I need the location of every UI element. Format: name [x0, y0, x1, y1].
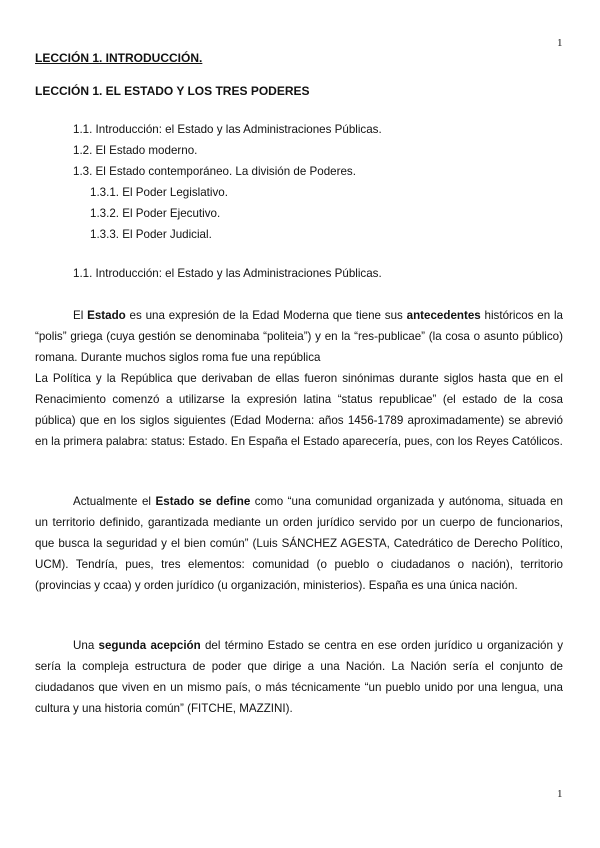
paragraph-estado-origins: [35, 305, 563, 452]
paragraph-second-meaning: [35, 635, 563, 719]
page-number-bottom: 1: [557, 788, 563, 800]
text-run: históricos en la “polis” griega (cuya gestión se denominaba “politeia”) y en la “res-publicae” (la cosa o asunto público) romana. Durante muchos siglos roma fue una república: [35, 309, 563, 364]
toc-item: 1.1. Introducción: el Estado y las Administraciones Públicas.: [73, 123, 382, 136]
toc-subitem: 1.3.1. El Poder Legislativo.: [90, 186, 228, 199]
text-run: El: [73, 309, 88, 322]
bold-term: segunda acepción: [98, 639, 201, 652]
toc-subitem: 1.3.3. El Poder Judicial.: [90, 228, 212, 241]
toc-item: 1.3. El Estado contemporáneo. La división de Poderes.: [73, 165, 356, 178]
toc-subitem: 1.3.2. El Poder Ejecutivo.: [90, 207, 221, 220]
text-run: del término Estado se centra en ese orden jurídico u organización y sería la compleja estructura de poder que dirige a una Nación. La Nación sería el conjunto de ciudadanos que viven en un mismo país, o más técnicamente “un pueblo unido por una lengua, una cultura y una historia común” (FITCHE, MAZZINI).: [35, 639, 564, 715]
bold-term: Estado se define: [155, 495, 251, 508]
lesson-subtitle: LECCIÓN 1. EL ESTADO Y LOS TRES PODERES: [35, 84, 310, 98]
text-run: es una expresión de la Edad Moderna que tiene sus: [125, 309, 407, 322]
text-run: La Política y la República que derivaban de ellas fueron sinónimas durante siglos hasta que en el Renacimiento comenzó a utilizarse la expresión latina “status republicae” (el estado de la cosa pública) que en los siglos siguientes (Edad Moderna: años 1456-1789 aproximadamente) se abrevió en la primera palabra: status: Estado. En España el Estado aparecería, pues, con los Reyes Católicos.: [35, 372, 563, 448]
text-run: Una: [73, 639, 99, 652]
table-of-contents: [73, 119, 382, 245]
page-number-top: 1: [557, 37, 563, 49]
section-heading: 1.1. Introducción: el Estado y las Administraciones Públicas.: [73, 267, 382, 280]
bold-term: antecedentes: [406, 309, 481, 322]
paragraph-estado-definition: [35, 491, 563, 596]
text-run: Actualmente el: [73, 495, 156, 508]
lesson-title: LECCIÓN 1. INTRODUCCIÓN.: [35, 51, 203, 65]
toc-item: 1.2. El Estado moderno.: [73, 144, 198, 157]
text-run: como “una comunidad organizada y autónoma, situada en un territorio definido, garantizada mediante un orden jurídico servido por un cuerpo de funcionarios, que busca la seguridad y el bien común” (Luis SÁNCHEZ AGESTA, Catedrático de Derecho Político, UCM). Tendría, pues, tres elementos: comunidad (o pueblo o ciudadanos o nación), territorio (provincias y ccaa) y orden jurídico (u organización, ministerios). España es una única nación.: [35, 495, 563, 592]
bold-term: Estado: [87, 309, 126, 322]
